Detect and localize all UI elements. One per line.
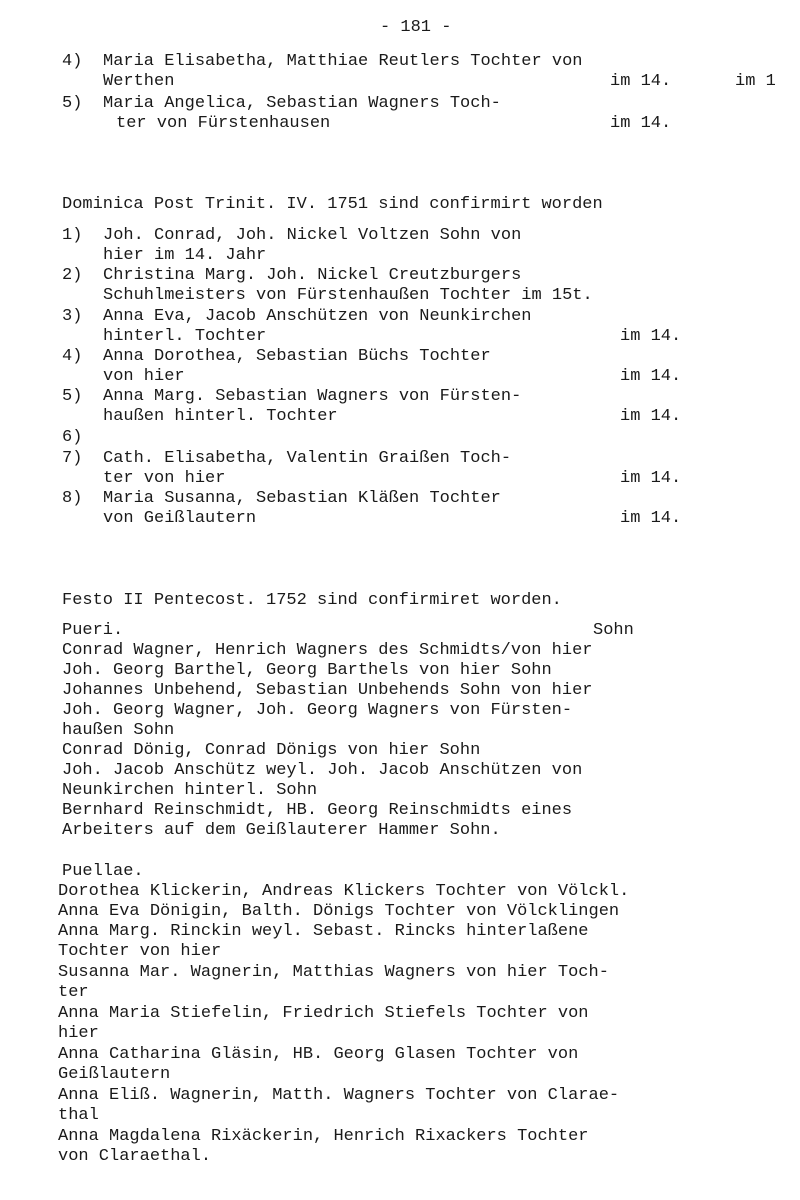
entry-line: Neunkirchen hinterl. Sohn (62, 781, 318, 800)
entry-line: von hier (103, 367, 185, 386)
entry-line: Joh. Jacob Anschütz weyl. Joh. Jacob Anschützen von (62, 761, 583, 780)
entry-line: Maria Angelica, Sebastian Wagners Toch- (103, 94, 501, 113)
age-note: im 14. (620, 327, 682, 346)
entry-line: ter von Fürstenhausen (116, 114, 331, 133)
list-number: 6) (62, 428, 83, 447)
entry-line: Joh. Georg Barthel, Georg Barthels von hier Sohn (62, 661, 552, 680)
entry-line: ter (58, 983, 89, 1002)
entry-line: hier (58, 1024, 99, 1043)
entry-line: Conrad Wagner, Henrich Wagners des Schmidts/von hier (62, 641, 593, 660)
entry-line: Conrad Dönig, Conrad Dönigs von hier Sohn (62, 741, 481, 760)
age-note: im 14. (610, 72, 672, 91)
list-number: 4) (62, 347, 83, 366)
entry-line: Anna Eva Dönigin, Balth. Dönigs Tochter von Völcklingen (58, 902, 620, 921)
list-number: 5) (62, 94, 83, 113)
age-note: im 14. (610, 114, 672, 133)
section-heading: Festo II Pentecost. 1752 sind confirmiret worden. (62, 591, 562, 610)
list-number: 5) (62, 387, 83, 406)
entry-line: ter von hier (103, 469, 226, 488)
entry-line: Anna Marg. Rinckin weyl. Sebast. Rincks hinterlaßene (58, 922, 589, 941)
list-number: 7) (62, 449, 83, 468)
entry-line: Anna Eva, Jacob Anschützen von Neunkirchen (103, 307, 532, 326)
entry-line: Maria Elisabetha, Matthiae Reutlers Tochter von (103, 52, 583, 71)
entry-line: hier im 14. Jahr (103, 246, 267, 265)
entry-line: Anna Dorothea, Sebastian Büchs Tochter (103, 347, 491, 366)
entry-line: Cath. Elisabetha, Valentin Graißen Toch- (103, 449, 512, 468)
entry-line: Christina Marg. Joh. Nickel Creutzburgers (103, 266, 522, 285)
entry-line: Joh. Georg Wagner, Joh. Georg Wagners von Fürsten- (62, 701, 573, 720)
entry-line: Anna Marg. Sebastian Wagners von Fürsten- (103, 387, 522, 406)
entry-line: haußen hinterl. Tochter (103, 407, 338, 426)
entry-line: Joh. Conrad, Joh. Nickel Voltzen Sohn von (103, 226, 522, 245)
entry-line: Werthen (103, 72, 175, 91)
list-number: 1) (62, 226, 83, 245)
age-note: im 14. (620, 469, 682, 488)
entry-line: Dorothea Klickerin, Andreas Klickers Tochter von Völckl. (58, 882, 630, 901)
age-note: im 14. (620, 407, 682, 426)
section-heading: Dominica Post Trinit. IV. 1751 sind confirmirt worden (62, 195, 603, 214)
entry-line: thal (58, 1106, 99, 1125)
entry-line: haußen Sohn (62, 721, 175, 740)
entry-line: Anna Catharina Gläsin, HB. Georg Glasen Tochter von (58, 1045, 579, 1064)
entry-line: Geißlautern (58, 1065, 171, 1084)
entry-line: von Claraethal. (58, 1147, 212, 1166)
age-note: im 14. (620, 509, 682, 528)
entry-line: Johannes Unbehend, Sebastian Unbehends Sohn von hier (62, 681, 593, 700)
entry-line: Schuhlmeisters von Fürstenhaußen Tochter im 15t. (103, 286, 593, 305)
pueri-label: Pueri. (62, 621, 124, 640)
entry-line: Anna Maria Stiefelin, Friedrich Stiefels Tochter von (58, 1004, 589, 1023)
puellae-label: Puellae. (62, 862, 144, 881)
entry-line: Maria Susanna, Sebastian Kläßen Tochter (103, 489, 501, 508)
list-number: 8) (62, 489, 83, 508)
list-number: 4) (62, 52, 83, 71)
entry-line: hinterl. Tochter (103, 327, 267, 346)
entry-line: von Geißlautern (103, 509, 257, 528)
age-note: im 14. (620, 367, 682, 386)
list-number: 3) (62, 307, 83, 326)
sohn-note: Sohn (593, 621, 634, 640)
list-number: 2) (62, 266, 83, 285)
entry-line: Anna Eliß. Wagnerin, Matth. Wagners Tochter von Clarae- (58, 1086, 620, 1105)
page-number: - 181 - (380, 18, 452, 37)
entry-line: Bernhard Reinschmidt, HB. Georg Reinschmidts eines (62, 801, 573, 820)
entry-line: Arbeiters auf dem Geißlauterer Hammer Sohn. (62, 821, 501, 840)
entry-line: Anna Magdalena Rixäckerin, Henrich Rixackers Tochter (58, 1127, 589, 1146)
margin-note: im 1 (735, 72, 776, 91)
entry-line: Tochter von hier (58, 942, 222, 961)
entry-line: Susanna Mar. Wagnerin, Matthias Wagners von hier Toch- (58, 963, 609, 982)
